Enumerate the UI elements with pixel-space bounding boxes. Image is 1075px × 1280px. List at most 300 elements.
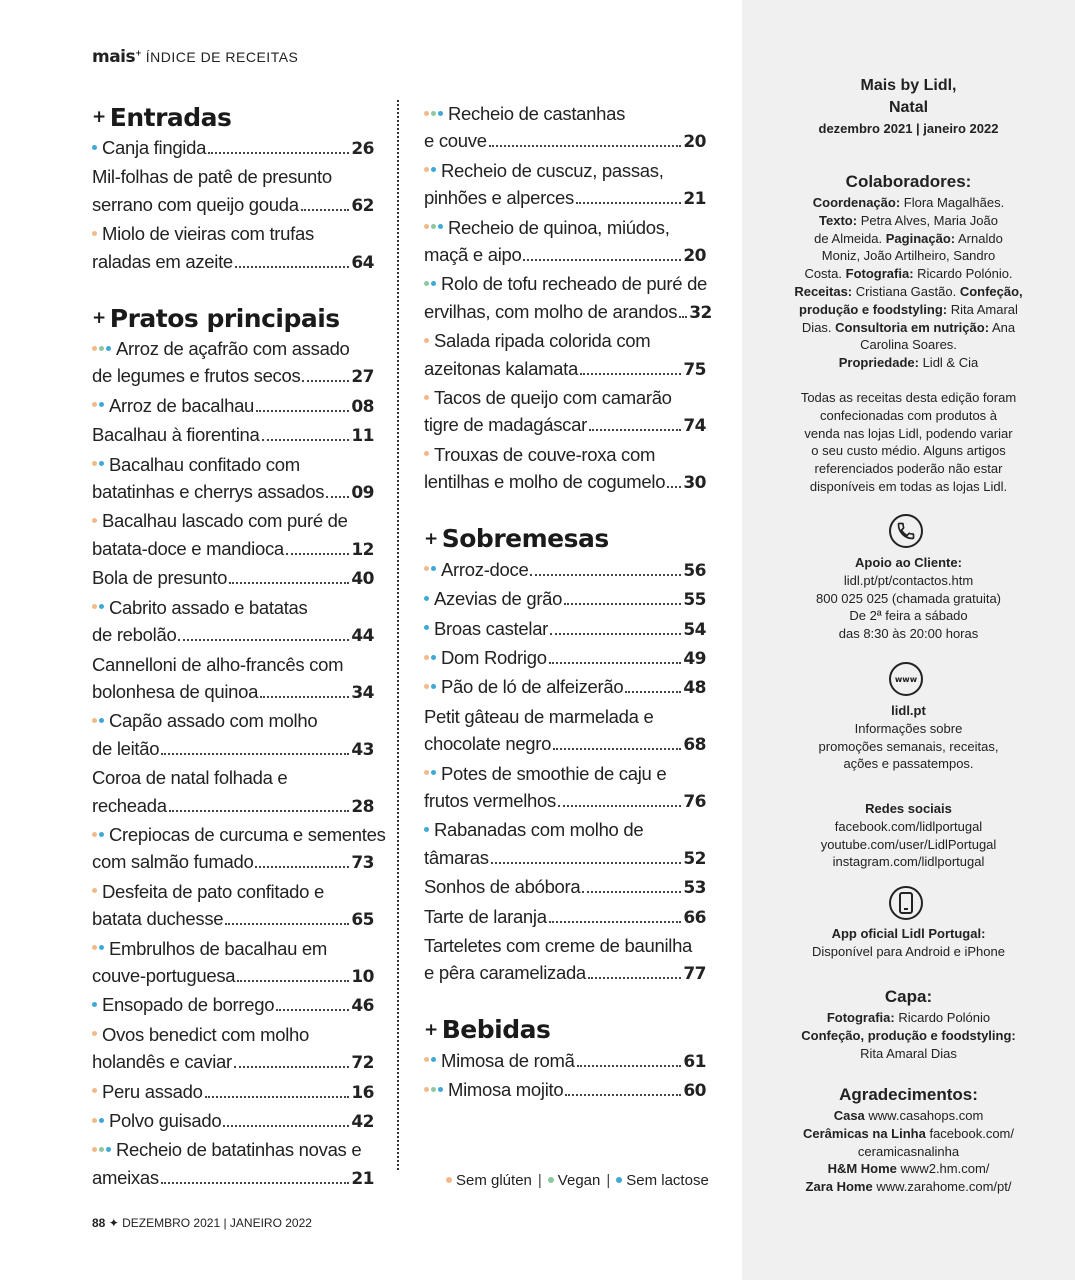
recipe-line <box>424 214 706 241</box>
recipe-line <box>92 848 374 877</box>
dot-leader <box>565 1094 681 1096</box>
diet-markers <box>424 1047 438 1074</box>
sem-lactose-dot-icon <box>99 718 104 723</box>
recipe-page: 56 <box>683 560 706 581</box>
recipe-line <box>92 991 374 1020</box>
disclaimer-note <box>742 389 1075 496</box>
recipe-name: Crepiocas de curcuma e sementes <box>109 823 386 845</box>
recipe-line <box>424 903 706 932</box>
recipe-entry <box>424 157 706 214</box>
diet-markers <box>92 451 106 478</box>
dot-leader <box>549 662 682 664</box>
diet-markers <box>92 821 106 848</box>
recipe-line <box>424 411 706 440</box>
diet-markers <box>424 214 445 241</box>
recipe-page: 75 <box>683 359 706 380</box>
recipe-name: tigre de madagáscar <box>424 414 587 436</box>
recipe-name: Peru assado <box>102 1080 203 1102</box>
recipe-entry <box>92 764 374 821</box>
recipe-page: 21 <box>683 189 706 210</box>
recipe-line <box>92 821 386 848</box>
recipe-name: maçã e aipo <box>424 244 522 266</box>
recipe-name: couve-portuguesa <box>92 964 236 986</box>
diet-markers <box>92 1136 113 1163</box>
diet-markers <box>424 816 431 843</box>
recipe-line <box>92 962 374 991</box>
recipe-entry <box>92 392 374 421</box>
recipe-name: pinhões e alperces <box>424 187 574 209</box>
recipe-entry <box>92 451 374 508</box>
recipe-name: Dom Rodrigo <box>441 646 547 668</box>
note-line: referenciados poderão não estar <box>814 461 1003 477</box>
recipe-entry <box>92 935 374 992</box>
recipe-name: recheada <box>92 794 167 816</box>
recipe-name: Bacalhau lascado com puré de <box>102 510 348 532</box>
website-info: lidl.pt Informações sobre promoções semanais, receitas, ações e passatempos. <box>742 702 1075 773</box>
dot-leader <box>553 748 681 750</box>
dot-leader <box>260 696 349 698</box>
section-title <box>424 1013 706 1047</box>
diet-markers <box>92 991 99 1018</box>
recipe-page: 65 <box>351 910 374 931</box>
dot-leader <box>161 1182 350 1184</box>
dot-leader <box>301 209 350 211</box>
recipe-name: bolonhesa de quinoa <box>92 680 259 702</box>
recipe-line <box>92 1048 374 1077</box>
recipe-line <box>92 1107 374 1136</box>
recipe-line <box>92 163 374 190</box>
legend-sem-gluten: Sem glúten <box>446 1172 532 1189</box>
customer-support: Apoio ao Cliente: lidl.pt/pt/contactos.htm 800 025 025 (chamada gratuita) De 2ª feira a sábado das 8:30 às 20:00 horas <box>742 554 1075 643</box>
section-title-text: Entradas <box>109 102 232 132</box>
recipe-line <box>424 184 706 213</box>
diet-markers <box>92 878 99 905</box>
dot-leader <box>178 639 349 641</box>
recipe-name: Sonhos de abóbora <box>424 876 581 898</box>
recipe-name: Polvo guisado <box>109 1110 222 1131</box>
dot-leader <box>582 891 681 893</box>
diet-markers <box>92 335 113 362</box>
plus-icon: + <box>424 528 438 549</box>
recipe-page: 32 <box>689 302 712 323</box>
recipe-name: Rabanadas com molho de <box>434 819 644 841</box>
recipe-entry <box>92 335 374 392</box>
recipe-page: 62 <box>351 195 374 216</box>
section-gap <box>92 277 374 301</box>
recipe-page: 49 <box>683 648 706 669</box>
sem-lactose-dot-icon <box>106 1147 111 1152</box>
recipe-name: de leitão <box>92 737 160 759</box>
recipe-line <box>424 844 706 873</box>
recipe-line <box>92 362 374 391</box>
recipe-line <box>92 1021 374 1048</box>
sem-lactose-dot-icon <box>431 281 436 286</box>
recipe-entry <box>92 564 374 593</box>
recipe-page: 46 <box>351 996 374 1017</box>
sem-lactose-dot-icon <box>424 596 429 601</box>
recipe-line <box>424 157 706 184</box>
dot-leader <box>262 439 350 441</box>
www-icon: www <box>889 662 923 696</box>
recipe-entry <box>424 1076 706 1105</box>
dot-leader <box>237 980 349 982</box>
recipe-name: Mimosa de romã <box>441 1049 575 1071</box>
redes-line: facebook.com/lidlportugal <box>834 818 983 834</box>
sem-lactose-dot-icon <box>431 167 436 172</box>
index-section <box>92 301 386 1193</box>
diet-markers <box>424 270 438 297</box>
dot-leader <box>580 373 681 375</box>
recipe-line <box>92 594 374 621</box>
official-app: App oficial Lidl Portugal: Disponível para Android e iPhone <box>812 926 1005 959</box>
sem-lactose-dot-icon <box>431 566 436 571</box>
recipe-page: 55 <box>683 590 706 611</box>
plus-icon: + <box>92 107 106 127</box>
recipe-name: batata-doce e mandioca <box>92 537 284 559</box>
recipe-name: Recheio de quinoa, miúdos, <box>448 216 670 238</box>
recipe-line <box>92 678 374 707</box>
recipe-name: Tarte de laranja <box>424 905 547 927</box>
vegan-dot-icon <box>548 1177 554 1183</box>
sem-lactose-dot-icon <box>438 111 443 116</box>
diet-markers <box>424 615 431 642</box>
section-title <box>92 301 374 335</box>
recipe-line <box>424 270 706 297</box>
index-column-right <box>424 100 712 1106</box>
dot-leader <box>489 145 682 147</box>
recipe-line <box>424 585 706 614</box>
note-line: disponíveis em todas as lojas Lidl. <box>809 478 1008 494</box>
diet-markers <box>92 707 106 734</box>
sem-lactose-dot-icon <box>99 604 104 609</box>
recipe-name: e couve <box>424 130 487 152</box>
recipe-entry <box>424 214 706 271</box>
dot-leader <box>161 753 349 755</box>
diet-markers <box>92 1021 99 1048</box>
diet-markers <box>424 556 438 583</box>
recipe-page: 28 <box>351 796 374 817</box>
apoio-line: das 8:30 às 20:00 horas <box>838 626 979 642</box>
note-line: o seu custo médio. Alguns artigos <box>811 443 1006 459</box>
recipe-entry <box>92 220 374 277</box>
recipe-name: Cannelloni de alho-francês com <box>92 653 344 675</box>
recipe-line <box>424 100 706 127</box>
social-networks: Redes sociais facebook.com/lidlportugal youtube.com/user/LidlPortugal instagram.com/lidlportugal <box>742 800 1075 871</box>
recipe-line <box>424 127 706 156</box>
sem-lactose-dot-icon <box>99 832 104 837</box>
recipe-name: Tarteletes com creme de baunilha <box>424 934 693 956</box>
redes-line: instagram.com/lidlportugal <box>832 854 985 870</box>
recipe-line <box>424 1047 706 1076</box>
index-section <box>424 100 712 498</box>
recipe-name: de legumes e frutos secos <box>92 365 301 387</box>
recipe-line <box>92 220 374 247</box>
sem-gluten-dot-icon <box>424 1057 429 1062</box>
dot-leader <box>530 574 681 576</box>
recipe-line <box>92 451 374 478</box>
sem-gluten-dot-icon <box>92 832 97 837</box>
sem-gluten-dot-icon <box>424 566 429 571</box>
recipe-line <box>92 507 374 534</box>
section-title-text: Sobremesas <box>441 524 609 554</box>
dot-leader <box>549 921 682 923</box>
recipe-entry <box>92 991 374 1020</box>
recipe-line <box>92 764 374 791</box>
vegan-dot-icon <box>99 1147 104 1152</box>
index-section <box>424 522 706 989</box>
recipe-line <box>92 621 374 650</box>
recipe-name: Miolo de vieiras com trufas <box>102 223 314 245</box>
diet-markers <box>424 441 431 468</box>
recipe-entry <box>424 760 706 817</box>
dot-leader <box>564 603 681 605</box>
recipe-name: Recheio de castanhas <box>448 103 626 124</box>
dot-leader <box>234 1066 349 1068</box>
diet-markers <box>424 585 431 612</box>
recipe-name: Embrulhos de bacalhau em <box>109 937 328 959</box>
recipe-name: Ovos benedict com molho <box>102 1023 309 1045</box>
recipe-entry <box>424 585 706 614</box>
brand-logo: mais+ <box>92 47 142 67</box>
recipe-page: 61 <box>683 1051 706 1072</box>
note-line: confecionadas com produtos à <box>819 407 998 423</box>
dot-leader <box>558 805 681 807</box>
recipe-line <box>424 673 706 702</box>
recipe-entry <box>92 594 374 651</box>
sem-lactose-dot-icon <box>438 1087 443 1092</box>
recipe-line <box>92 535 374 564</box>
recipe-line <box>424 384 706 411</box>
dot-leader <box>256 410 349 412</box>
recipe-name: Recheio de cuscuz, passas, <box>441 159 664 181</box>
index-section <box>92 100 374 277</box>
diet-markers <box>424 327 431 354</box>
sem-gluten-dot-icon <box>92 1118 97 1123</box>
section-gap <box>424 498 706 522</box>
sem-lactose-dot-icon <box>431 684 436 689</box>
dot-leader <box>205 1096 350 1098</box>
recipe-page: 16 <box>351 1082 374 1103</box>
recipe-line <box>92 707 374 734</box>
diet-markers <box>92 134 99 161</box>
recipe-line <box>424 959 706 988</box>
recipe-page: 60 <box>683 1081 706 1102</box>
recipe-entry <box>424 673 706 702</box>
recipe-page: 72 <box>351 1053 374 1074</box>
recipe-line <box>424 760 706 787</box>
diet-markers <box>92 220 99 247</box>
smartphone-icon <box>889 886 923 920</box>
sem-gluten-dot-icon <box>92 604 97 609</box>
web-line: Informações sobre <box>854 720 963 736</box>
recipe-line <box>92 905 374 934</box>
recipe-page: 48 <box>683 678 706 699</box>
sem-gluten-dot-icon <box>424 395 429 400</box>
recipe-line <box>424 556 706 585</box>
legend: Sem glúten | Vegan | Sem lactose <box>446 1172 709 1189</box>
recipe-name: Canja fingida <box>102 137 207 158</box>
recipe-page: 42 <box>351 1112 374 1132</box>
plus-icon: + <box>424 1019 438 1040</box>
sem-gluten-dot-icon <box>92 461 97 466</box>
recipe-line <box>424 327 706 354</box>
recipe-line <box>92 651 374 678</box>
sem-gluten-dot-icon <box>92 1088 97 1093</box>
sem-gluten-dot-icon <box>92 945 97 950</box>
recipe-page: 76 <box>683 791 706 812</box>
recipe-entry <box>424 932 706 989</box>
recipe-page: 74 <box>683 416 706 437</box>
sem-lactose-dot-icon <box>99 945 104 950</box>
recipe-page: 64 <box>351 252 374 273</box>
sem-gluten-dot-icon <box>92 888 97 893</box>
recipe-line <box>92 134 374 163</box>
section-title <box>424 522 706 556</box>
recipe-page: 54 <box>683 619 706 640</box>
recipe-name: chocolate negro <box>424 733 552 755</box>
recipe-name: Arroz de bacalhau <box>109 394 255 416</box>
recipe-line <box>424 787 706 816</box>
diet-markers <box>92 1107 106 1134</box>
vegan-dot-icon <box>431 111 436 116</box>
diet-markers <box>92 392 106 419</box>
diet-markers <box>424 1076 445 1103</box>
recipe-line <box>424 298 712 327</box>
recipe-line <box>424 873 706 902</box>
vegan-dot-icon <box>431 224 436 229</box>
dot-leader <box>326 496 349 498</box>
recipe-entry <box>92 1078 374 1107</box>
sem-gluten-dot-icon <box>92 402 97 407</box>
recipe-line <box>92 1078 374 1107</box>
recipe-name: Coroa de natal folhada e <box>92 767 288 789</box>
recipe-line <box>424 468 706 497</box>
sem-lactose-dot-icon <box>424 625 429 630</box>
recipe-name: Desfeita de pato confitado e <box>102 880 324 902</box>
recipe-name: ervilhas, com molho de arandos <box>424 300 678 322</box>
recipe-page: 44 <box>351 626 374 647</box>
sem-gluten-dot-icon <box>424 338 429 343</box>
recipe-entry <box>92 1021 374 1078</box>
recipe-page: 43 <box>351 739 374 760</box>
dot-leader <box>576 202 681 204</box>
section-gap <box>424 989 706 1013</box>
recipe-page: 20 <box>683 246 706 267</box>
recipe-name: Recheio de batatinhas novas e <box>116 1139 362 1161</box>
recipe-entry <box>92 707 374 764</box>
recipe-page: 12 <box>351 539 374 560</box>
sem-gluten-dot-icon <box>424 655 429 660</box>
dot-leader <box>667 486 681 488</box>
recipe-line <box>424 816 706 843</box>
dot-leader <box>625 691 681 693</box>
recipe-entry <box>92 163 374 220</box>
recipe-name: Salada ripada colorida com <box>434 330 651 352</box>
legend-vegan: Vegan <box>548 1172 601 1189</box>
recipe-entry <box>92 134 374 163</box>
legend-sem-lactose: Sem lactose <box>616 1172 709 1189</box>
vegan-dot-icon <box>424 281 429 286</box>
diet-markers <box>424 384 431 411</box>
web-line: ações e passatempos. <box>843 756 974 772</box>
dot-leader <box>588 977 681 979</box>
magazine-title: Mais by Lidl, Natal dezembro 2021 | janeiro 2022 <box>818 77 999 136</box>
sem-gluten-dot-icon <box>424 167 429 172</box>
recipe-line <box>92 1136 374 1163</box>
recipe-name: Pão de ló de alfeizerão <box>441 676 624 698</box>
recipe-line <box>92 191 374 220</box>
dot-leader <box>169 810 350 812</box>
collaborators: Colaboradores: Coordenação: Flora Magalhães. Texto: Petra Alves, Maria João de Almeida. Paginação: Arnaldo Moniz, João Artilheiro, Sandro Costa. Fotografia: Ricardo Polónio. Receitas: Cristiana Gastão. Confeção, produção e foodstyling: Rita Amaral Dias. Consultoria em nutrição: Ana Carolina Soares. Propriedade: Lidl & Cia <box>794 172 1023 371</box>
recipe-entry <box>424 615 706 644</box>
recipe-name: Petit gâteau de marmelada e <box>424 705 654 727</box>
recipe-name: batatinhas e cherrys assados <box>92 481 325 503</box>
recipe-page: 10 <box>351 966 374 987</box>
section-title <box>92 100 374 134</box>
recipe-page: 09 <box>351 483 374 504</box>
page-number: 88 <box>92 1216 106 1230</box>
dot-leader <box>577 1065 682 1067</box>
recipe-line <box>424 615 706 644</box>
sem-lactose-dot-icon <box>438 224 443 229</box>
recipe-page: 08 <box>351 396 374 417</box>
recipe-line <box>92 935 374 962</box>
recipe-line <box>424 730 706 759</box>
sem-gluten-dot-icon <box>92 518 97 523</box>
dot-leader <box>286 553 349 555</box>
footer-date: DEZEMBRO 2021 | JANEIRO 2022 <box>122 1216 312 1230</box>
recipe-entry <box>424 327 706 384</box>
page-header <box>92 47 298 67</box>
dot-leader <box>679 316 687 318</box>
recipe-name: raladas em azeite <box>92 250 233 272</box>
recipe-line <box>92 735 374 764</box>
recipe-entry <box>424 816 706 873</box>
sem-gluten-dot-icon <box>92 1031 97 1036</box>
recipe-name: serrano com queijo gouda <box>92 193 299 215</box>
cover-credits: Capa: Fotografia: Ricardo Polónio Confeção, produção e foodstyling: Rita Amaral Dias <box>801 987 1016 1061</box>
sem-lactose-dot-icon <box>99 461 104 466</box>
recipe-entry <box>92 507 374 564</box>
recipe-name: Cabrito assado e batatas <box>109 596 308 618</box>
recipe-line <box>92 421 374 450</box>
recipe-name: Bola de presunto <box>92 567 228 589</box>
recipe-line <box>424 932 706 959</box>
recipe-page: 34 <box>351 682 374 703</box>
recipe-entry <box>424 873 706 902</box>
recipe-entry <box>92 1107 374 1136</box>
vegan-dot-icon <box>99 346 104 351</box>
index-column-left <box>92 100 386 1193</box>
sem-lactose-dot-icon <box>431 770 436 775</box>
recipe-name: Bacalhau à fiorentina <box>92 424 260 446</box>
recipe-line <box>92 792 374 821</box>
dot-leader <box>491 862 682 864</box>
recipe-name: Arroz de açafrão com assado <box>116 338 350 360</box>
recipe-name: Capão assado com molho <box>109 710 318 732</box>
recipe-entry <box>424 270 712 327</box>
diet-markers <box>92 507 99 534</box>
sem-lactose-dot-icon <box>99 1118 104 1123</box>
recipe-name: Mimosa mojito <box>448 1079 564 1101</box>
sem-gluten-dot-icon <box>92 1147 97 1152</box>
recipe-name: Rolo de tofu recheado de puré de <box>441 273 708 295</box>
recipe-entry <box>92 821 386 878</box>
dot-leader <box>235 266 349 268</box>
recipe-line <box>424 703 706 730</box>
sem-gluten-dot-icon <box>424 451 429 456</box>
note-line: Todas as receitas desta edição foram <box>800 390 1017 405</box>
